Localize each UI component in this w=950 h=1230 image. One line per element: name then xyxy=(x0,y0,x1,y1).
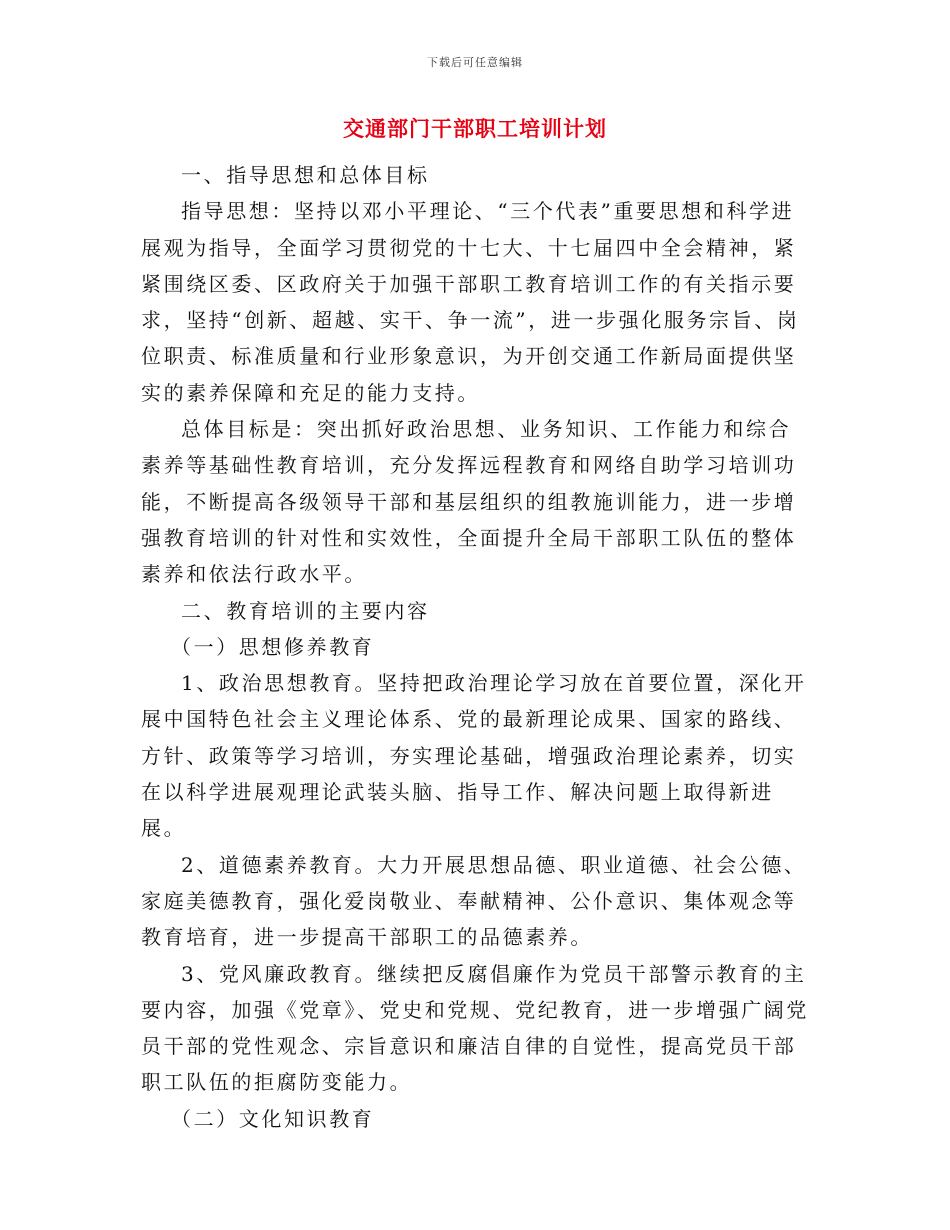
paragraph-moral-education: 2、道德素养教育。大力开展思想品德、职业道德、社会公德、家庭美德教育，强化爱岗敬业、奉献精神、公仆意识、集体观念等教育培育，进一步提高干部职工的品德素养。 xyxy=(141,852,807,950)
paragraph-political-education: 1、政治思想教育。坚持把政治理论学习放在首要位置，深化开展中国特色社会主义理论体系、党的最新理论成果、国家的路线、方针、政策等学习培训，夯实理论基础，增强政治理论素养，切实在以科学进展观理论武装头脑、指导工作、解决问题上取得新进展。 xyxy=(141,671,807,841)
section-heading-1: 一、指导思想和总体目标 xyxy=(181,163,430,187)
paragraph-overall-goal: 总体目标是：突出抓好政治思想、业务知识、工作能力和综合素养等基础性教育培训，充分发挥远程教育和网络自助学习培训功能，不断提高各级领导干部和基层组织的组教施训能力，进一步增强教育培训的针对性和实效性，全面提升全局干部职工队伍的整体素养和依法行政水平。 xyxy=(141,417,797,587)
subsection-heading-1: （一）思想修养教育 xyxy=(171,634,375,659)
document-title: 交通部门干部职工培训计划 xyxy=(343,116,607,141)
paragraph-integrity-education: 3、党风廉政教育。继续把反腐倡廉作为党员干部警示教育的主要内容，加强《党章》、党史和党规、党纪教育，进一步增强广阔党员干部的党性观念、宗旨意识和廉洁自律的自觉性，提高党员干部职工队伍的拒腐防变能力。 xyxy=(141,961,809,1095)
subsection-heading-2: （二）文化知识教育 xyxy=(171,1106,375,1131)
document-body xyxy=(141,157,811,1137)
section-heading-2: 二、教育培训的主要内容 xyxy=(181,598,430,623)
header-note: 下载后可任意编辑 xyxy=(427,56,523,69)
paragraph-guiding-ideology: 指导思想：坚持以邓小平理论、“三个代表”重要思想和科学进展观为指导，全面学习贯彻党的十七大、十七届四中全会精神，紧紧围绕区委、区政府关于加强干部职工教育培训工作的有关指示要求，坚持“创新、超越、实干、争一流”，进一步强化服务宗旨、岗位职责、标准质量和行业形象意识，为开创交通工作新局面提供坚实的素养保障和充足的能力支持。 xyxy=(141,199,800,405)
